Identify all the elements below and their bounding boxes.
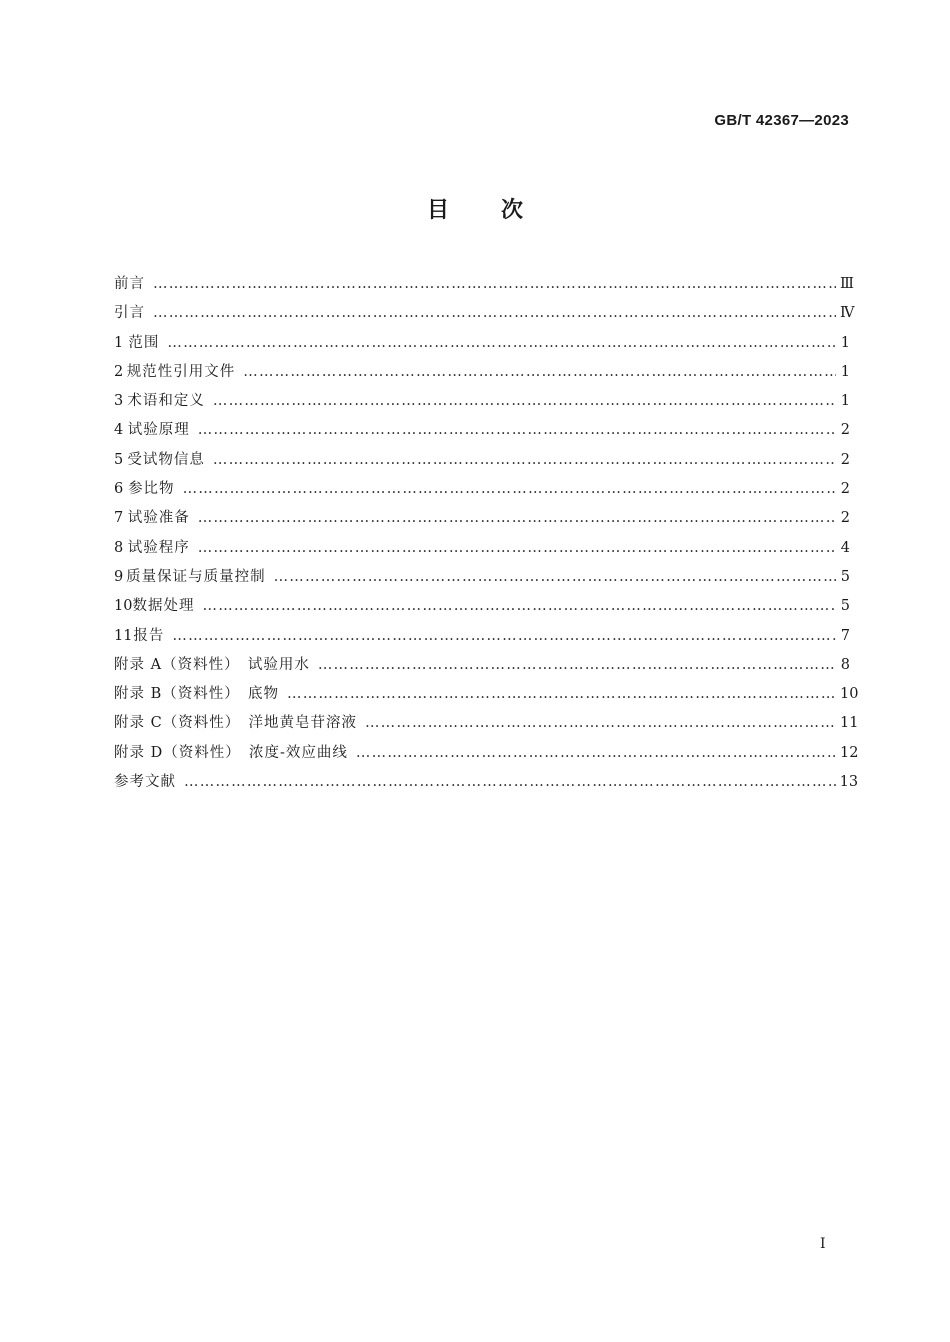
toc-entry[interactable] (114, 592, 850, 621)
toc-entry-number: 1 (114, 334, 124, 351)
toc-entry-label: 试验准备 (127, 510, 190, 527)
toc-entry-number: 10 (114, 598, 133, 615)
toc-entry[interactable] (114, 329, 850, 358)
toc-entry-label: 规范性引用文件 (126, 363, 236, 380)
toc-leader-dots (318, 651, 836, 680)
toc-entry-number: 9 (114, 568, 124, 585)
toc-entry[interactable] (114, 358, 850, 387)
toc-entry-page: 13 (839, 774, 859, 791)
toc-entry-label: 质量保证与质量控制 (126, 568, 266, 585)
toc-entry-page: 2 (840, 451, 850, 468)
toc-leader-dots (198, 534, 836, 563)
toc-entry[interactable] (114, 270, 854, 299)
document-number: GB/T 42367—2023 (714, 112, 849, 129)
toc-entry-number: 5 (114, 451, 124, 468)
toc-entry-page: 4 (840, 539, 850, 556)
toc-entry-label: 附录 D（资料性） 浓度-效应曲线 (114, 744, 348, 761)
toc-entry[interactable] (114, 446, 850, 475)
toc-entry-label: 受试物信息 (127, 451, 205, 468)
toc-entry-label: 术语和定义 (127, 393, 205, 410)
toc-entry-label: 附录 B（资料性） 底物 (114, 686, 280, 703)
toc-entry-page: 5 (840, 568, 850, 585)
toc-leader-dots (203, 592, 836, 621)
toc-leader-dots (243, 358, 836, 387)
toc-leader-dots (213, 387, 836, 416)
toc-leader-dots (172, 622, 836, 651)
toc-entry-page: 1 (840, 393, 850, 410)
toc-entry-label: 试验原理 (127, 422, 190, 439)
toc-entry-page: Ⅳ (840, 305, 855, 322)
toc-entry-label: 报告 (133, 627, 165, 644)
toc-entry-label: 附录 C（资料性） 洋地黄皂苷溶液 (114, 715, 357, 732)
toc-entry[interactable] (114, 504, 850, 533)
toc-entry-label: 数据处理 (132, 598, 195, 615)
toc-entry[interactable] (114, 680, 859, 709)
toc-entry[interactable] (114, 416, 850, 445)
toc-entry-label: 引言 (114, 305, 145, 322)
toc-entry-number: 6 (114, 481, 124, 498)
toc-entry-page: 2 (840, 481, 850, 498)
toc-entry[interactable] (114, 709, 859, 738)
toc-entry-page: 12 (840, 744, 859, 761)
toc-leader-dots (198, 416, 836, 445)
toc-leader-dots (287, 680, 836, 709)
toc-entry-number: 7 (114, 510, 124, 527)
toc-entry[interactable] (114, 299, 855, 328)
toc-leader-dots (167, 329, 836, 358)
toc-entry-label: 参比物 (128, 481, 175, 498)
toc-entry[interactable] (114, 622, 850, 651)
table-of-contents (114, 270, 859, 797)
toc-entry-number: 11 (114, 627, 133, 644)
toc-entry-page: 2 (840, 510, 850, 527)
toc-entry[interactable] (114, 651, 850, 680)
toc-entry-label: 范围 (128, 334, 160, 351)
toc-entry-number: 8 (114, 539, 124, 556)
toc-leader-dots (198, 504, 836, 533)
page-number: I (820, 1236, 826, 1252)
toc-entry-number: 2 (114, 363, 124, 380)
toc-entry[interactable] (114, 768, 859, 797)
toc-leader-dots (213, 446, 836, 475)
toc-leader-dots (153, 270, 836, 299)
toc-entry-page: 11 (840, 715, 859, 732)
toc-entry-page: Ⅲ (840, 276, 854, 292)
toc-entry-number: 4 (114, 422, 124, 439)
toc-leader-dots (184, 768, 836, 797)
toc-entry-page: 1 (840, 363, 850, 380)
toc-leader-dots (356, 739, 836, 768)
toc-entry[interactable] (114, 475, 850, 504)
toc-entry-label: 参考文献 (114, 774, 176, 791)
toc-entry[interactable] (114, 534, 850, 563)
toc-entry-label: 试验程序 (127, 539, 190, 556)
toc-entry-page: 1 (840, 334, 850, 351)
toc-entry[interactable] (114, 387, 850, 416)
toc-entry-page: 8 (840, 656, 850, 673)
toc-entry-label: 前言 (114, 276, 145, 292)
toc-leader-dots (274, 563, 836, 592)
toc-entry-page: 5 (840, 598, 850, 615)
toc-entry-page: 7 (840, 627, 850, 644)
toc-entry-label: 附录 A（资料性） 试验用水 (114, 656, 310, 673)
toc-leader-dots (365, 709, 836, 738)
toc-entry-number: 3 (114, 393, 124, 410)
toc-entry[interactable] (114, 739, 859, 768)
toc-leader-dots (183, 475, 836, 504)
toc-entry-page: 2 (840, 422, 850, 439)
toc-entry[interactable] (114, 563, 850, 592)
toc-entry-page: 10 (840, 686, 859, 703)
toc-leader-dots (153, 299, 836, 328)
page-title: 目次 (426, 198, 575, 223)
